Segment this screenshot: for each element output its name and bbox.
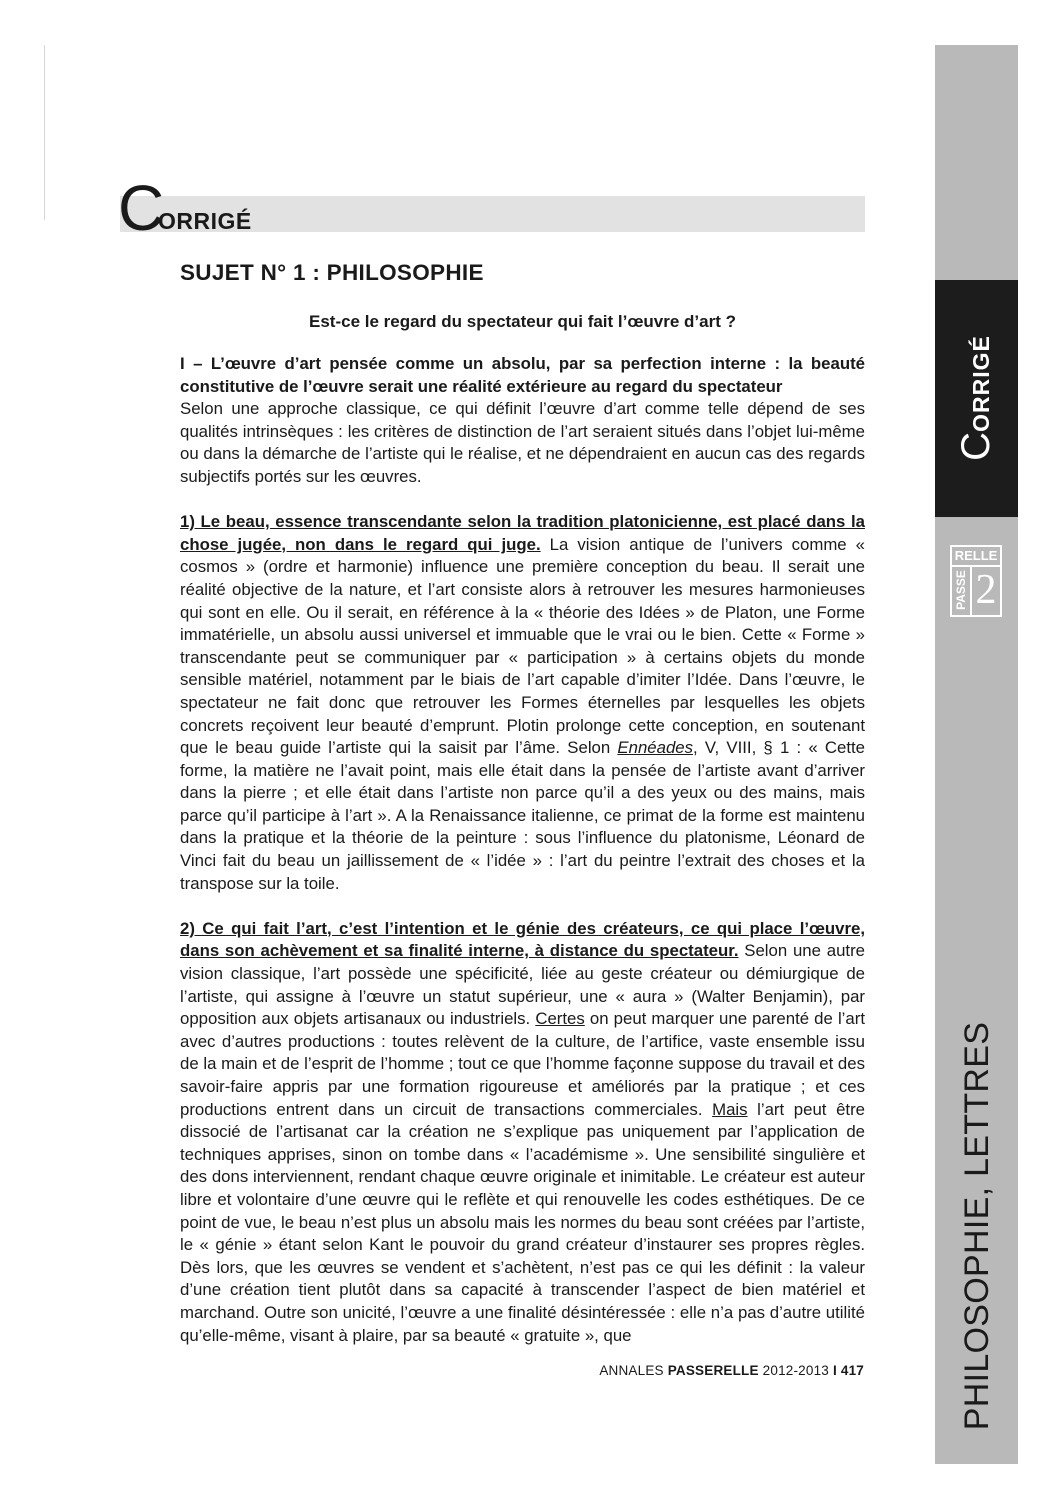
page-footer xyxy=(599,1362,864,1380)
word-certes: Certes xyxy=(535,1009,585,1029)
passerelle-logo xyxy=(950,545,1002,617)
paragraph-1-heading: 1) Le beau, essence transcendante selon la tradition platonicienne, est placé dans la chose jugée, non dans le regard qui juge. xyxy=(180,512,865,554)
subject-title: SUJET N° 1 : PHILOSOPHIE xyxy=(180,260,484,285)
logo-side-text: PASSE xyxy=(954,570,968,610)
body-text xyxy=(180,353,865,1370)
side-tab-initial: C xyxy=(954,431,998,461)
logo-top-text: RELLE xyxy=(952,547,1000,567)
paragraph-2-heading: 2) Ce qui fait l’art, c’est l’intention et le génie des créateurs, ce qui place l’œuvre, dans son achèvement et sa finalité interne, à distance du spectateur. xyxy=(180,918,865,961)
footer-brand: PASSERELLE xyxy=(667,1363,759,1378)
footer-prefix: ANNALES xyxy=(599,1363,668,1378)
section-1-intro: Selon une approche classique, ce qui définit l’œuvre d’art comme telle dépend de ses qualités intrinsèques : les critères de distinction de l’art seraient situés dans l’objet lui-même ou dans la démarche de l’artiste qui le réalise, et ne dépendraient en aucun cas des regards subjectifs portés sur les œuvres. xyxy=(180,399,865,486)
logo-number: 2 xyxy=(975,567,997,613)
paragraph-2 xyxy=(180,918,865,1347)
question-title: Est-ce le regard du spectateur qui fait l’œuvre d’art ? xyxy=(309,312,736,331)
paragraph-1-text-b: , V, VIII, § 1 : « Cette forme, la matière ne l’avait point, mais elle était dans la pensée de l’artiste avant d’arriver dans la pierre ; et elle était dans l’artiste non parce qu’il a des yeux ou des mains, mais parce qu’il participe à l’art ». A la Renaissance italienne, ce primat de la forme est maintenu dans la pratique et la théorie de la peinture : sous l’influence du platonisme, Léonard de Vinci fait du beau un jaillissement de « l’idée » : l’art du peintre l’extrait des choses et la transpose sur la toile. xyxy=(180,738,865,893)
section-1 xyxy=(180,353,865,489)
paragraph-1-text-a: La vision antique de l’univers comme « cosmos » (ordre et harmonie) influence une première conception du beau. Il serait une réalité objective de la nature, et l’art consiste alors à retrouver les mesures harmonieuses qui sont en elle. Ou il serait, en référence à la « théorie des Idées » de Platon, une Forme immatérielle, un absolu aussi universel et immuable que le vrai ou le bien. Cette « Forme » transcendante peut se communiquer par « participation » à certains objets du monde sensible matériel, notamment par le biais de l’art capable d’imiter l’Idée. Dans l’œuvre, le spectateur ne fait donc que retrouver les Formes éternelles par lesquelles les objets concrets reçoivent leur beauté d’emprunt. Plotin prolonge cette conception, en soutenant que le beau guide l’artiste qui la saisit par l’âme. Selon xyxy=(180,534,865,758)
logo-side xyxy=(952,565,972,615)
paragraph-2-text-c: l’art peut être dissocié de l’artisanat car la création ne s’explique pas uniquement par l’application de techniques apprises, sinon on tombe dans « l’académisme ». Une sensibilité singulière et des dons interviennent, rendant chaque œuvre originale et inimitable. Le créateur est auteur libre et volontaire d’une œuvre qui le reflète et qui renouvelle les codes esthétiques. De ce point de vue, le beau n’est plus un absolu mais les normes du beau sont créées par l’artiste, le « génie » étant selon Kant le pouvoir du grand créateur d’instaurer ses propres règles. Dès lors, que les œuvres se vendent et s’achètent, n’est pas ce qui les définit : la valeur d’une création tient plutôt dans sa capacité à transcender l’aspect de bien matériel et marchand. Outre son unicité, l’œuvre a une finalité désintéressée : elle n’a pas d’autre utilité qu’elle-même, visant à plaire, par sa beauté « gratuite », que xyxy=(180,1099,865,1345)
paragraph-1 xyxy=(180,511,865,895)
footer-year: 2012-2013 xyxy=(758,1363,833,1378)
side-tab-label: ORRIGÉ xyxy=(968,335,994,432)
page-number: I 417 xyxy=(832,1363,864,1378)
header-initial: C xyxy=(118,172,165,244)
work-title-enneades: Ennéades xyxy=(617,738,694,758)
paragraph-2-text-b: on peut marquer une parenté de l’art avec d’autres productions : toutes relèvent de la culture, de l’artifice, vaste ensemble issu de la main et de l’esprit de l’homme ; tout ce que l’homme façonne suppose du travail et des savoir-faire appris par une formation rigoureuse et améliorés par la pratique ; et ces productions entrent dans un circuit de transactions commerciales. xyxy=(180,1009,865,1119)
margin-rule xyxy=(44,45,45,220)
paragraph-2-text-a: Selon une autre vision classique, l’art possède une spécificité, liée au geste créateur ou démiurgique de l’artiste, qui assigne à l’œuvre un statut supérieur, une « aura » (Walter Benjamin), par opposition aux objets artisanaux ou industriels. xyxy=(180,941,865,1029)
section-1-heading: I – L’œuvre d’art pensée comme un absolu, par sa perfection interne : la beauté constitutive de l’œuvre serait une réalité extérieure au regard du spectateur xyxy=(180,354,865,396)
side-section-text: PHILOSOPHIE, LETTRES xyxy=(958,1021,996,1431)
word-mais: Mais xyxy=(712,1099,748,1119)
header-title: ORRIGÉ xyxy=(158,208,252,234)
